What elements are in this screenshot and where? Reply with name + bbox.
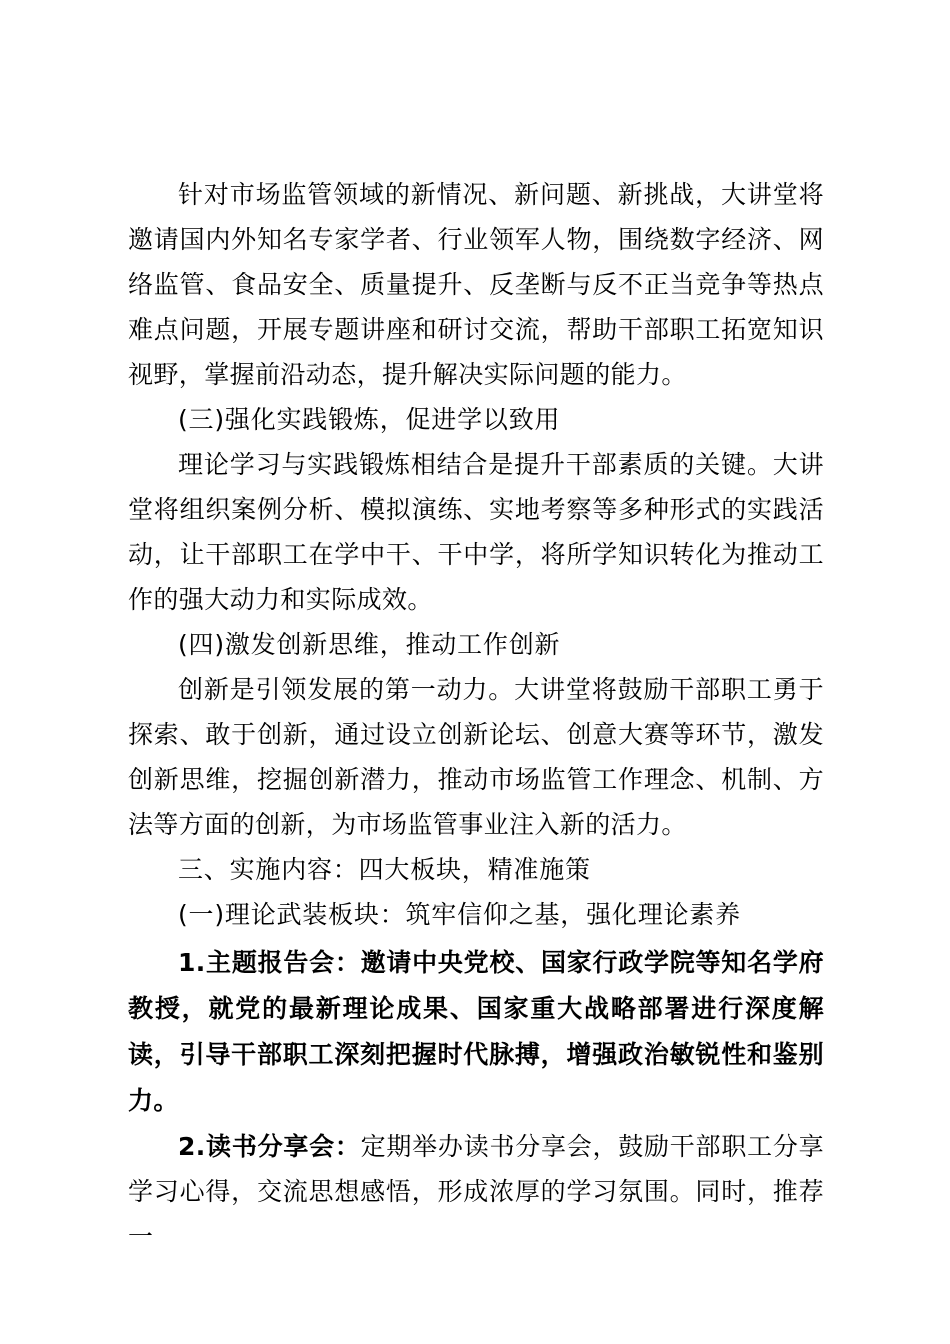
item-reading-sharing-lead: 2.读书分享会： (178, 1132, 361, 1161)
item-keynote-report: 1.主题报告会：邀请中央党校、国家行政学院等知名学府教授，就党的最新理论成果、国家重大战略部署进行深度解读，引导干部职工深刻把握时代脉搏，增强政治敏锐性和鉴别力。 (128, 948, 824, 1115)
section-heading-practice: (三)强化实践锻炼，促进学以致用 (178, 405, 561, 434)
subsection-heading-theory: (一)理论武装板块：筑牢信仰之基，强化理论素养 (178, 900, 741, 929)
document-body (128, 172, 824, 1259)
paragraph-topics: 针对市场监管领域的新情况、新问题、新挑战，大讲堂将邀请国内外知名专家学者、行业领军人物，围绕数字经济、网络监管、食品安全、质量提升、反垄断与反不正当竞争等热点难点问题，开展专题讲座和研讨交流，帮助干部职工拓宽知识视野，掌握前沿动态，提升解决实际问题的能力。 (128, 180, 824, 389)
paragraph-innovation: 创新是引领发展的第一动力。大讲堂将鼓励干部职工勇于探索、敢于创新，通过设立创新论坛、创意大赛等环节，激发创新思维，挖掘创新潜力，推动市场监管工作理念、机制、方法等方面的创新，为市场监管事业注入新的活力。 (128, 675, 824, 839)
item-reading-sharing: 2.读书分享会：定期举办读书分享会，鼓励干部职工分享学习心得，交流思想感悟，形成浓厚的学习氛围。同时，推荐一 (128, 1132, 825, 1251)
section-heading-implementation: 三、实施内容：四大板块，精准施策 (178, 855, 591, 884)
section-heading-innovation: (四)激发创新思维，推动工作创新 (178, 630, 561, 659)
paragraph-practice: 理论学习与实践锻炼相结合是提升干部素质的关键。大讲堂将组织案例分析、模拟演练、实地考察等多种形式的实践活动，让干部职工在学中干、干中学，将所学知识转化为推动工作的强大动力和实际成效。 (128, 450, 824, 614)
